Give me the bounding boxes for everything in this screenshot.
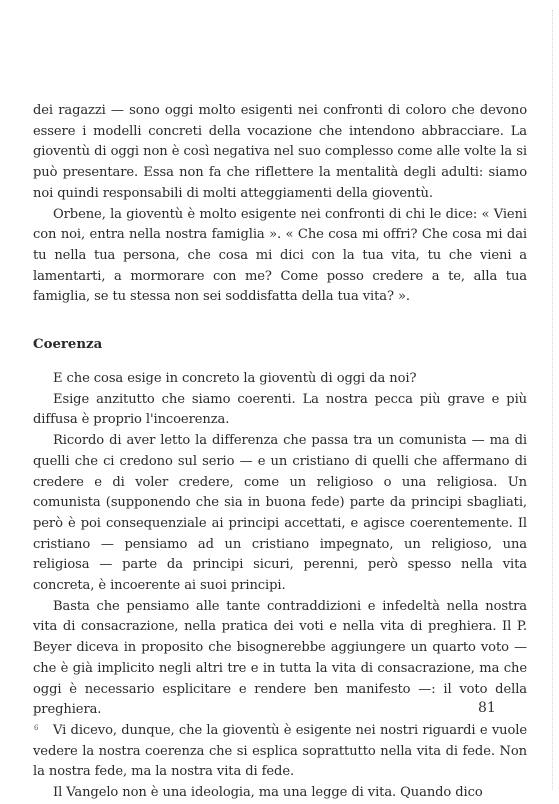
paragraph: Basta che pensiamo alle tante contraddizioni e infedeltà nella nostra vita di consacrazione, nella pratica dei voti e nella vita di preghiera. Il P. Beyer diceva in proposito che bisognerebbe aggiungere un quarto voto — che è già implicito negli altri tre e in tutta la vita di consacrazione, ma che oggi è necessario esplicitare e rendere ben manifesto —: il voto della preghiera. xyxy=(33,598,527,718)
paragraph: Esige anzitutto che siamo coerenti. La nostra pecca più grave e più diffusa è proprio l'incoerenza. xyxy=(33,391,527,428)
paragraph: E che cosa esige in concreto la gioventù di oggi da noi? xyxy=(53,371,417,387)
signature-mark: 6 xyxy=(34,724,39,732)
scan-edge-dots xyxy=(550,10,553,790)
page-number: 81 xyxy=(478,700,496,716)
body-text xyxy=(33,101,527,804)
paragraph: Orbene, la gioventù è molto esigente nei confronti di chi le dice: « Vieni con noi, entra nella nostra famiglia ». « Che cosa mi offri? Che cosa mi dai tu nella tua persona, che cosa mi dici con la tua vita, tu che vieni a lamentarti, a mormorare con me? Come posso credere a te, alla tua famiglia, se tu stessa non sei soddisfatta della tua vita? ». xyxy=(33,206,527,305)
paragraph: Vi dicevo, dunque, che la gioventù è esigente nei nostri riguardi e vuole vedere la nostra coerenza che si esplica soprattutto nella vita di fede. Non la nostra fede, ma la nostra vita di fede. xyxy=(33,722,527,780)
paragraph: Ricordo di aver letto la differenza che passa tra un comunista — ma di quelli che ci credono sul serio — e un cristiano di quelli che affermano di credere e di voler credere, come un religioso o una religiosa. Un comunista (supponendo che sia in buona fede) parte da principi sbagliati, però è poi consequenziale ai principi accettati, e agisce coerentemente. Il cristiano — pensiamo ad un cristiano impegnato, un religioso, una religiosa — parte da principi sicuri, perenni, però spesso nella vita concreta, è incoerente ai suoi principi. xyxy=(33,433,527,594)
section-heading: Coerenza xyxy=(33,337,103,353)
paragraph: Il Vangelo non è una ideologia, ma una legge di vita. Quando dico xyxy=(53,785,483,801)
paragraph: dei ragazzi — sono oggi molto esigenti nei confronti di coloro che devono essere i modelli concreti della vocazione che intendono abbracciare. La gioventù di oggi non è così negativa nel suo complesso come alle volte la si può presentare. Essa non fa che riflettere la mentalità degli adulti: siamo noi quindi responsabili di molti atteggiamenti della gioventù. xyxy=(33,103,527,201)
